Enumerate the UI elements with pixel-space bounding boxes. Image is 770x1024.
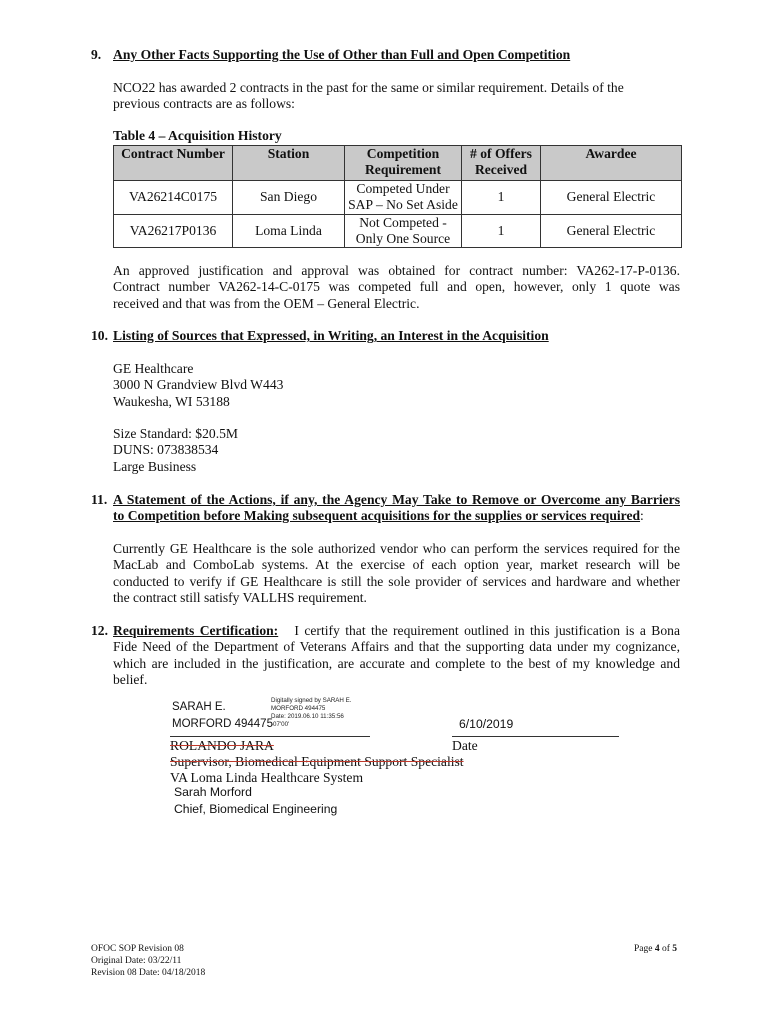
- followup-line: received and that was from the OEM – General Electric.: [113, 295, 420, 311]
- organization: VA Loma Linda Healthcare System: [170, 770, 364, 785]
- signer-title: Chief, Biomedical Engineering: [174, 802, 338, 816]
- section-11-heading: [113, 492, 680, 525]
- date-line: [452, 736, 619, 737]
- acquisition-history-table: [113, 145, 682, 248]
- struck-signer-name: ROLANDO JARA: [170, 738, 274, 753]
- digital-signature-name: SARAH E. MORFORD 494475: [172, 701, 273, 730]
- digital-signature-details: Digitally signed by SARAH E. MORFORD 494475 Date: 2019.06.10 11:35:56 -07'00': [271, 697, 352, 728]
- section-12-paragraph: [113, 623, 680, 688]
- signature-line: [170, 736, 370, 737]
- header-contract-number: Contract Number: [114, 146, 233, 181]
- section-10-number: 10.: [91, 328, 108, 343]
- address-line: Waukesha, WI 53188: [113, 393, 230, 409]
- section-11-heading-line: to Competition before Making subsequent acquisitions for the supplies or services required: [113, 508, 641, 524]
- section-12-line1: Requirements Certification: I certify that the requirement outlined in this justification is a Bona: [113, 623, 680, 638]
- section-11-heading-colon: :: [640, 508, 644, 524]
- cell-station: San Diego: [233, 181, 345, 215]
- info-line: Size Standard: $20.5M: [113, 426, 238, 441]
- followup-line: Contract number VA262-14-C-0175 was competed full and open, however, only 1 quote was: [113, 279, 680, 295]
- info-line: DUNS: 073838534: [113, 442, 219, 458]
- section-12-line: which are included in the justification, are accurate and complete to the best of my knowledge and: [113, 655, 680, 671]
- section-10-heading: Listing of Sources that Expressed, in Writing, an Interest in the Acquisition: [113, 328, 549, 343]
- section-11-line: Currently GE Healthcare is the sole authorized vendor who can perform the services required for the: [113, 541, 680, 556]
- page-number: Page 4 of 5: [634, 944, 678, 954]
- section-9-heading: Any Other Facts Supporting the Use of Other than Full and Open Competition: [113, 47, 571, 62]
- section-12-line: Fide Need of the Department of Veterans Affairs and that the supporting data under my cognizance,: [113, 639, 680, 655]
- cell-contract-number: VA26217P0136: [114, 214, 233, 248]
- signer-name: Sarah Morford: [174, 785, 252, 799]
- table-row: [114, 181, 682, 215]
- cell-offers: 1: [462, 181, 541, 215]
- section-11-number: 11.: [91, 492, 108, 507]
- address-line: GE Healthcare: [113, 361, 194, 376]
- section-11-paragraph: [113, 541, 680, 606]
- header-station: Station: [233, 146, 345, 181]
- cell-contract-number: VA26214C0175: [114, 181, 233, 215]
- section-12-number: 12.: [91, 623, 108, 638]
- section-9-paragraph: [113, 80, 624, 113]
- section-9-paragraph-line: previous contracts are as follows:: [113, 96, 295, 112]
- cell-station: Loma Linda: [233, 214, 345, 248]
- header-offers-received: # of Offers Received: [462, 146, 541, 181]
- source-info: [113, 426, 238, 475]
- section-9-number: 9.: [91, 47, 102, 62]
- section-9-followup: [113, 263, 680, 312]
- section-11-heading-line2-wrap: [113, 508, 680, 524]
- date-label: Date: [452, 738, 478, 753]
- table-header-row: [114, 146, 682, 181]
- cell-awardee: General Electric: [541, 181, 682, 215]
- footer-revision-info: OFOC SOP Revision 08 Original Date: 03/22/11 Revision 08 Date: 04/18/2018: [91, 944, 206, 978]
- followup-line: An approved justification and approval was obtained for contract number: VA262-17-P-0136.: [113, 263, 680, 278]
- cell-competition: Not Competed - Only One Source: [345, 214, 462, 248]
- source-address: [113, 361, 283, 410]
- table-caption: Table 4 – Acquisition History: [113, 128, 282, 143]
- section-11-line: conducted to verify if GE Healthcare is still the sole provider of services and hardware and whether: [113, 573, 680, 589]
- section-11-line: the contract still satisfy VALLHS requirement.: [113, 589, 367, 605]
- section-12-line: belief.: [113, 671, 148, 687]
- table-row: [114, 214, 682, 248]
- cell-competition: Competed Under SAP – No Set Aside: [345, 181, 462, 215]
- section-12-heading: Requirements Certification:: [113, 623, 279, 638]
- date-value: 6/10/2019: [459, 717, 514, 731]
- header-competition-requirement: Competition Requirement: [345, 146, 462, 181]
- cell-offers: 1: [462, 214, 541, 248]
- section-11-line: MacLab and ComboLab systems. At the exercise of each option year, market research will be: [113, 557, 680, 573]
- header-awardee: Awardee: [541, 146, 682, 181]
- address-line: 3000 N Grandview Blvd W443: [113, 377, 284, 393]
- section-9-paragraph-line: NCO22 has awarded 2 contracts in the past for the same or similar requirement. Details of the: [113, 80, 624, 95]
- struck-signer-title: Supervisor, Biomedical Equipment Support Specialist: [170, 754, 464, 769]
- cell-awardee: General Electric: [541, 214, 682, 248]
- section-11-heading-line: A Statement of the Actions, if any, the Agency May Take to Remove or Overcome any Barriers: [113, 492, 680, 507]
- info-line: Large Business: [113, 458, 197, 474]
